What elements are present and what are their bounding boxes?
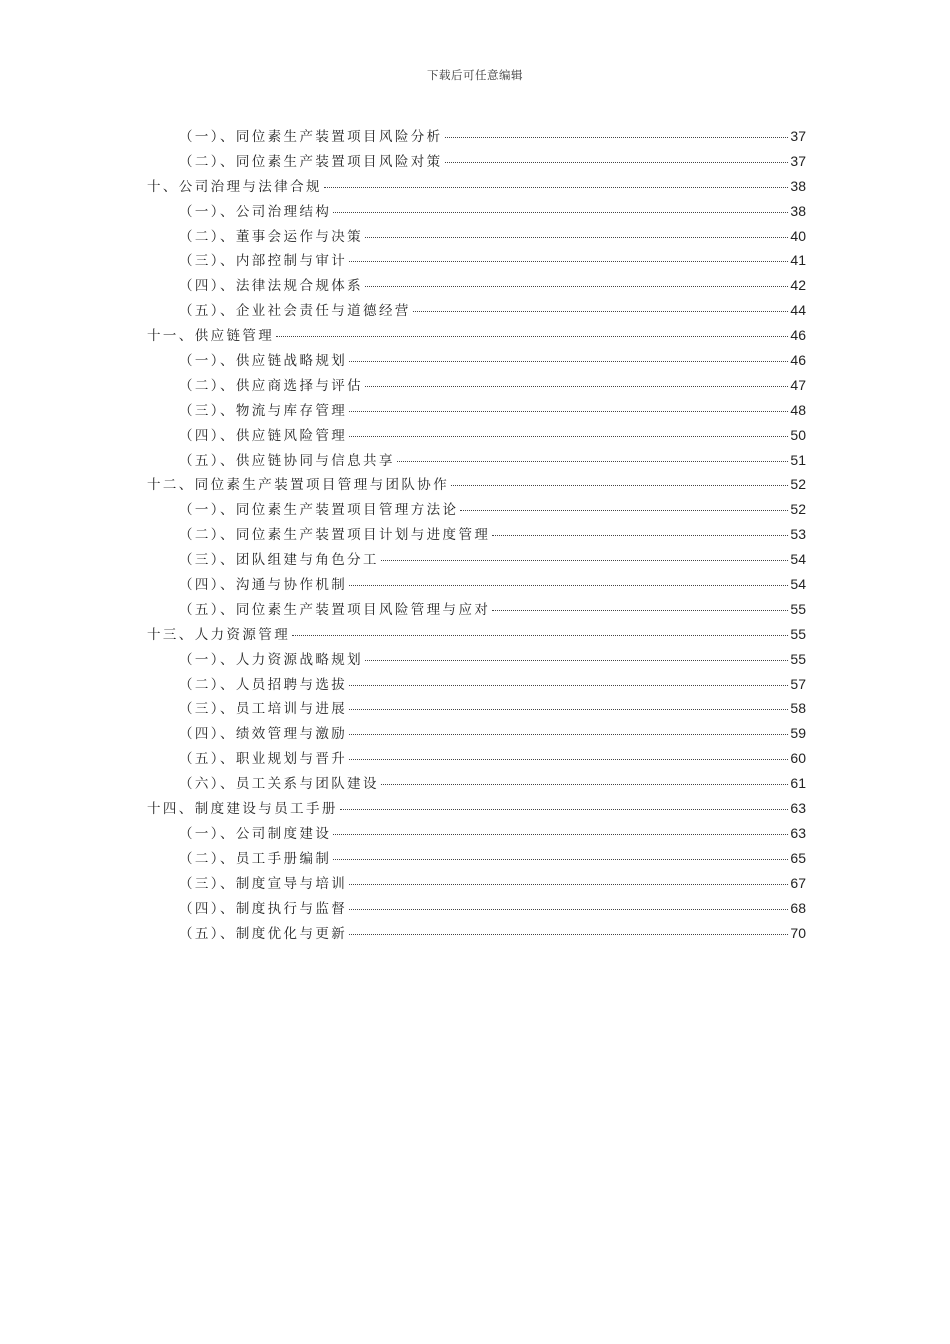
- toc-entry-label: 十、公司治理与法律合规: [147, 178, 322, 195]
- toc-entry-label: （二）、人员招聘与选拔: [179, 676, 348, 693]
- toc-page-number: 54: [790, 551, 806, 568]
- toc-section-entry[interactable]: [147, 722, 806, 747]
- toc-entry-label: （二）、董事会运作与决策: [179, 228, 364, 245]
- toc-page-number: 63: [790, 800, 806, 817]
- toc-entry-label: （四）、供应链风险管理: [179, 427, 348, 444]
- dot-leader: [365, 237, 788, 238]
- toc-page-number: 60: [790, 750, 806, 767]
- dot-leader: [492, 610, 788, 611]
- toc-entry-label: （三）、内部控制与审计: [179, 253, 348, 270]
- toc-entry-label: （二）、供应商选择与评估: [179, 377, 364, 394]
- toc-page-number: 38: [790, 202, 806, 219]
- toc-section-entry[interactable]: [147, 424, 806, 449]
- toc-section-entry[interactable]: [147, 548, 806, 573]
- toc-entry-label: （四）、制度执行与监督: [179, 900, 348, 917]
- dot-leader: [292, 635, 788, 636]
- dot-leader: [451, 485, 788, 486]
- dot-leader: [445, 162, 789, 163]
- toc-section-entry[interactable]: [147, 274, 806, 299]
- dot-leader: [492, 535, 788, 536]
- toc-section-entry[interactable]: [147, 697, 806, 722]
- toc-section-entry[interactable]: [147, 349, 806, 374]
- toc-page-number: 42: [790, 277, 806, 294]
- toc-page-number: 48: [790, 401, 806, 418]
- dot-leader: [324, 187, 789, 188]
- toc-page-number: 55: [790, 650, 806, 667]
- toc-page-number: 63: [790, 824, 806, 841]
- toc-entry-label: （五）、职业规划与晋升: [179, 751, 348, 768]
- dot-leader: [413, 311, 789, 312]
- toc-entry-label: （三）、物流与库存管理: [179, 402, 348, 419]
- toc-entry-label: （一）、供应链战略规划: [179, 353, 348, 370]
- toc-section-entry[interactable]: [147, 598, 806, 623]
- toc-page-number: 44: [790, 302, 806, 319]
- toc-page-number: 57: [790, 675, 806, 692]
- dot-leader: [349, 934, 788, 935]
- dot-leader: [349, 685, 788, 686]
- toc-section-entry[interactable]: [147, 399, 806, 424]
- dot-leader: [381, 560, 788, 561]
- toc-section-entry[interactable]: [147, 922, 806, 947]
- toc-section-entry[interactable]: [147, 374, 806, 399]
- toc-page-number: 51: [790, 451, 806, 468]
- toc-entry-label: （二）、同位素生产装置项目风险对策: [179, 153, 443, 170]
- toc-entry-label: （一）、公司治理结构: [179, 203, 332, 220]
- dot-leader: [349, 884, 788, 885]
- dot-leader: [276, 336, 788, 337]
- dot-leader: [349, 759, 788, 760]
- dot-leader: [340, 809, 789, 810]
- dot-leader: [333, 859, 788, 860]
- dot-leader: [445, 137, 789, 138]
- toc-page-number: 70: [790, 924, 806, 941]
- toc-page-number: 68: [790, 899, 806, 916]
- toc-section-entry[interactable]: [147, 847, 806, 872]
- toc-section-entry[interactable]: [147, 897, 806, 922]
- toc-entry-label: 十四、制度建设与员工手册: [147, 801, 338, 818]
- toc-entry-label: （四）、绩效管理与激励: [179, 726, 348, 743]
- toc-page-number: 54: [790, 576, 806, 593]
- toc-section-entry[interactable]: [147, 200, 806, 225]
- dot-leader: [333, 834, 788, 835]
- toc-page-number: 37: [790, 128, 806, 144]
- toc-entry-label: （四）、法律法规合规体系: [179, 278, 364, 295]
- toc-page-number: 50: [790, 426, 806, 443]
- toc-section-entry[interactable]: [147, 225, 806, 250]
- toc-chapter-entry[interactable]: [147, 623, 806, 648]
- dot-leader: [349, 909, 788, 910]
- dot-leader: [397, 461, 789, 462]
- dot-leader: [381, 784, 788, 785]
- toc-entry-label: （一）、同位素生产装置项目风险分析: [179, 129, 443, 145]
- toc-page-number: 58: [790, 700, 806, 717]
- toc-section-entry[interactable]: [147, 822, 806, 847]
- toc-section-entry[interactable]: [147, 299, 806, 324]
- toc-page-number: 55: [790, 600, 806, 617]
- toc-page-number: 40: [790, 227, 806, 244]
- toc-entry-label: 十三、人力资源管理: [147, 626, 291, 643]
- toc-page-number: 38: [790, 177, 806, 194]
- toc-page-number: 37: [790, 152, 806, 169]
- toc-chapter-entry[interactable]: [147, 324, 806, 349]
- toc-page-number: 55: [790, 625, 806, 642]
- dot-leader: [349, 709, 788, 710]
- dot-leader: [365, 660, 788, 661]
- toc-section-entry[interactable]: [147, 249, 806, 274]
- dot-leader: [365, 386, 788, 387]
- toc-section-entry[interactable]: [147, 673, 806, 698]
- toc-entry-label: （五）、同位素生产装置项目风险管理与应对: [179, 601, 491, 618]
- toc-section-entry[interactable]: [147, 573, 806, 598]
- toc-page-number: 61: [790, 775, 806, 792]
- toc-entry-label: （一）、公司制度建设: [179, 825, 332, 842]
- toc-entry-label: （一）、同位素生产装置项目管理方法论: [179, 502, 459, 519]
- page-header: 下载后可任意编辑: [427, 68, 523, 82]
- toc-entry-label: （五）、企业社会责任与道德经营: [179, 303, 411, 320]
- toc-section-entry[interactable]: [147, 125, 806, 150]
- toc-chapter-entry[interactable]: [147, 175, 806, 200]
- toc-entry-label: 十一、供应链管理: [147, 328, 275, 345]
- toc-entry-label: （三）、团队组建与角色分工: [179, 552, 379, 569]
- toc-page-number: 65: [790, 849, 806, 866]
- toc-section-entry[interactable]: [147, 523, 806, 548]
- dot-leader: [349, 585, 788, 586]
- dot-leader: [349, 436, 788, 437]
- dot-leader: [349, 411, 788, 412]
- toc-section-entry[interactable]: [147, 150, 806, 175]
- toc-page-number: 52: [790, 476, 806, 493]
- toc-page-number: 41: [790, 252, 806, 269]
- dot-leader: [365, 286, 788, 287]
- toc-page-number: 53: [790, 526, 806, 543]
- toc-entry-label: （二）、员工手册编制: [179, 850, 332, 867]
- toc-page-number: 46: [790, 327, 806, 344]
- toc-page-number: 47: [790, 376, 806, 393]
- toc-entry-label: （四）、沟通与协作机制: [179, 577, 348, 594]
- toc-page-number: 46: [790, 352, 806, 369]
- dot-leader: [349, 734, 788, 735]
- toc-chapter-entry[interactable]: [147, 473, 806, 498]
- toc-section-entry[interactable]: [147, 747, 806, 772]
- toc-entry-label: （一）、人力资源战略规划: [179, 651, 364, 668]
- toc-page-number: 67: [790, 874, 806, 891]
- dot-leader: [349, 261, 788, 262]
- dot-leader: [333, 212, 788, 213]
- toc-page-number: 52: [790, 501, 806, 518]
- toc-section-entry[interactable]: [147, 498, 806, 523]
- dot-leader: [349, 361, 788, 362]
- table-of-contents: [147, 125, 806, 946]
- dot-leader: [460, 510, 788, 511]
- toc-entry-label: （三）、制度宣导与培训: [179, 875, 348, 892]
- toc-chapter-entry[interactable]: [147, 797, 806, 822]
- toc-section-entry[interactable]: [147, 872, 806, 897]
- toc-entry-label: （二）、同位素生产装置项目计划与进度管理: [179, 527, 491, 544]
- toc-entry-label: 十二、同位素生产装置项目管理与团队协作: [147, 477, 450, 494]
- toc-entry-label: （六）、员工关系与团队建设: [179, 776, 379, 793]
- toc-entry-label: （五）、制度优化与更新: [179, 925, 348, 942]
- toc-section-entry[interactable]: [147, 449, 806, 474]
- toc-section-entry[interactable]: [147, 772, 806, 797]
- toc-section-entry[interactable]: [147, 648, 806, 673]
- toc-entry-label: （三）、员工培训与进展: [179, 701, 348, 718]
- toc-page-number: 59: [790, 725, 806, 742]
- toc-entry-label: （五）、供应链协同与信息共享: [179, 452, 395, 469]
